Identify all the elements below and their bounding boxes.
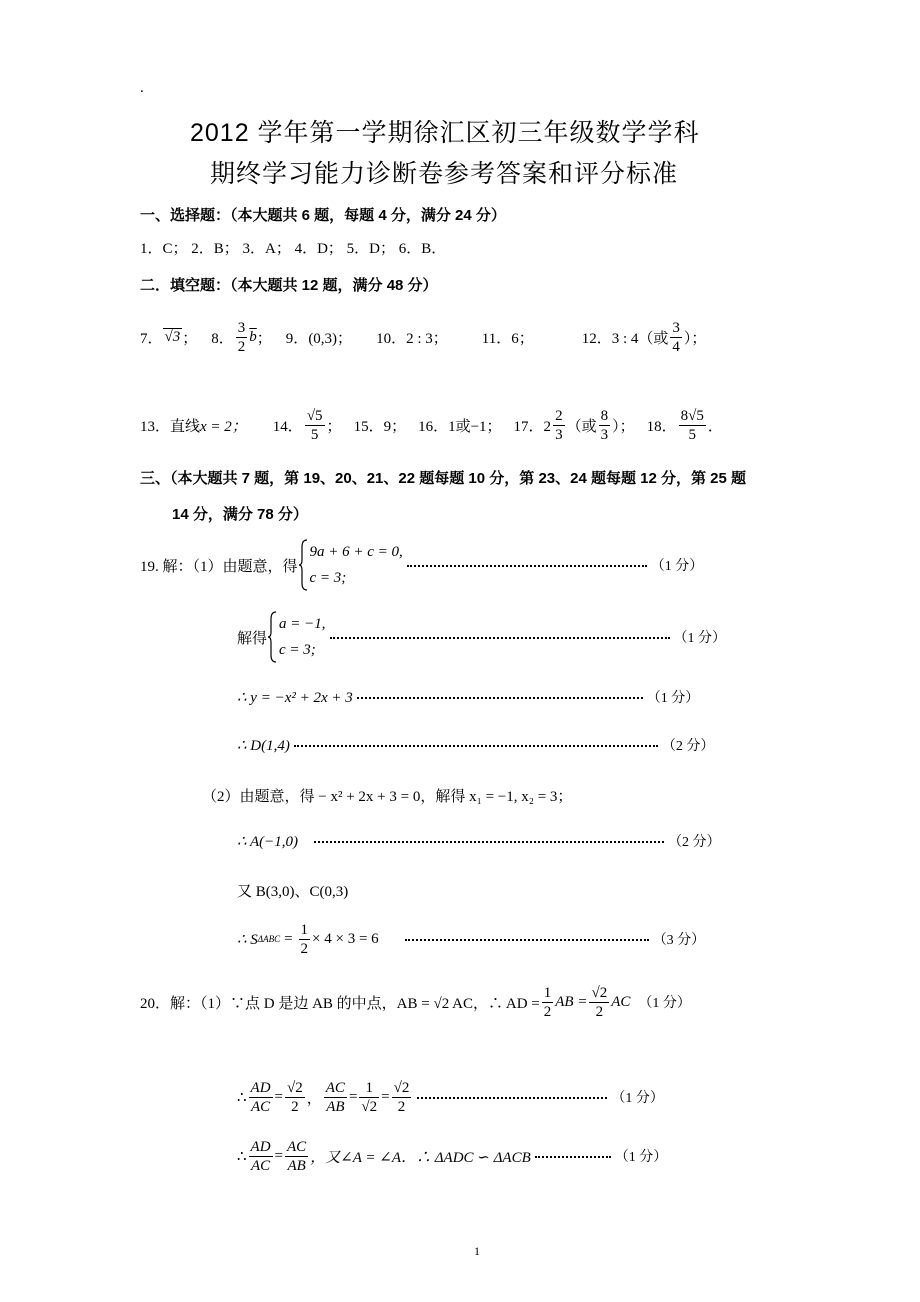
leader-dots xyxy=(330,636,670,639)
q17-or: （或 xyxy=(566,418,597,435)
q9-answer: (0,3)； xyxy=(308,330,353,347)
score-mark: （1 分） xyxy=(638,996,691,1011)
page-number: 1 xyxy=(474,1244,480,1258)
q19-eq2: c = 3; xyxy=(309,570,347,586)
dot-marker: . xyxy=(140,80,144,96)
score-mark: （1 分） xyxy=(646,691,700,706)
q18-answer-fraction: $\frac{8√5}{5}$ xyxy=(680,407,704,443)
score-mark: （3 分） xyxy=(652,933,706,948)
q19-A-row xyxy=(237,831,721,851)
q20-text: 20．解：（1）∵点 D 是边 AB 的中点，AB = √2 AC，∴ AD = xyxy=(140,995,540,1012)
q20-AB-eq: AB = xyxy=(555,993,588,1010)
q17-close: ）； xyxy=(612,418,635,435)
q19-system-row xyxy=(140,537,703,593)
q20-half-fraction: $\frac{1}{2}$ xyxy=(543,984,552,1020)
q12-label: 12． xyxy=(581,330,612,347)
section-1-header: 一、选择题：（本大题共 6 题，每题 4 分，满分 24 分） xyxy=(140,207,506,224)
equals-sign: = xyxy=(348,1088,358,1105)
q19-label: 19. 解：（1）由题意，得 xyxy=(140,558,298,575)
q19-solution-row xyxy=(237,609,726,665)
q19-jiede: 解得 xyxy=(237,630,268,647)
section-1-answers: 1．C； 2．B； 3．A； 4．D； 5．D； 6．B． xyxy=(140,241,447,257)
score-mark: （2 分） xyxy=(668,835,721,850)
score-mark: （1 分） xyxy=(611,1091,664,1106)
q10-label: 10． xyxy=(376,330,407,347)
score-mark: （1 分） xyxy=(614,1150,668,1165)
q13-answer: x = 2； xyxy=(200,418,247,435)
equals-sign: = xyxy=(381,1088,390,1105)
q7-answer: √3 xyxy=(164,329,181,345)
q19-area-value: × 4 × 3 = 6 xyxy=(312,930,379,947)
q15-answer: 15．9； xyxy=(353,418,407,435)
leader-dots xyxy=(357,696,643,699)
q20-row-2 xyxy=(237,1072,664,1122)
q19-half-fraction: $\frac{1}{2}$ xyxy=(300,921,309,957)
q20-similarity: ，又∠A = ∠A．∴ ΔADC ∽ ΔACB xyxy=(310,1149,531,1166)
q13-label: 13．直线 xyxy=(140,418,201,435)
section-3-header-line1: 三、（本大题共 7 题，第 19、20、21、22 题每题 10 分，第 23、24 题每题 12 分，第 25 题 xyxy=(140,470,747,487)
q19-area-subscript: ΔABC xyxy=(257,934,281,944)
q8-sep: ； xyxy=(256,330,272,347)
q19-solution-system xyxy=(267,611,326,663)
q9-label: 9． xyxy=(285,330,309,347)
q19-area-row xyxy=(237,915,705,963)
q20-root2-half-fraction: $\frac{√2}{2}$ xyxy=(591,984,608,1020)
score-mark: （1 分） xyxy=(673,631,727,646)
score-mark: （2 分） xyxy=(661,739,715,754)
q20-one-over-root2-fraction: $\frac{1}{√2}$ xyxy=(361,1079,378,1115)
leader-dots xyxy=(417,1096,607,1099)
brace-icon xyxy=(267,611,277,663)
q12-close: ）； xyxy=(683,330,707,347)
leader-dots xyxy=(405,938,649,941)
q17-label: 17．2 xyxy=(513,418,552,435)
q20-AC-AB-fraction: $\frac{AC}{AB}$ xyxy=(325,1079,345,1115)
q14-label: 14． xyxy=(272,418,303,435)
q8-label: 8． xyxy=(211,330,234,347)
page-title-line2: 期终学习能力诊断卷参考答案和评分标准 xyxy=(210,160,679,188)
q7-sep: ； xyxy=(182,330,198,347)
q12-alt-fraction: $\frac{3}{4}$ xyxy=(672,319,680,355)
q20-row-3 xyxy=(237,1131,667,1181)
q19-sol2: c = 3; xyxy=(279,642,316,658)
q20-AC: AC xyxy=(611,993,631,1010)
q19-function-row xyxy=(237,687,699,707)
q18-end: ． xyxy=(707,418,723,435)
q20-AC-AB-fraction: $\frac{AC}{AB}$ xyxy=(287,1138,307,1174)
q18-label: 18． xyxy=(646,418,677,435)
q14-sep: ； xyxy=(326,418,342,435)
q19-points-BC: 又 B(3,0)、C(0,3) xyxy=(237,884,349,900)
q19-part2: （2）由题意，得 − x² + 2x + 3 = 0，解得 x₁ = −1, x₂ = 3； xyxy=(202,789,573,805)
q20-AD-AC-fraction: $\frac{AD}{AC}$ xyxy=(250,1138,271,1174)
q19-area-S: ∴ S xyxy=(237,931,258,948)
q19-eq1: 9a + 6 + c = 0, xyxy=(309,544,403,560)
q10-answer: 2 : 3； xyxy=(406,330,448,347)
q14-answer-fraction: $\frac{√5}{5}$ xyxy=(306,407,323,443)
q16-answer: 16．1或−1； xyxy=(418,418,502,435)
q19-area-eq: = xyxy=(284,930,293,947)
q19-equation-system xyxy=(298,539,403,591)
therefore-symbol: ∴ xyxy=(237,1148,247,1165)
leader-dots xyxy=(294,744,658,747)
leader-dots xyxy=(535,1155,611,1158)
q19-vertex-row xyxy=(237,735,714,755)
q20-AD-AC-fraction: $\frac{AD}{AC}$ xyxy=(250,1079,271,1115)
therefore-symbol: ∴ xyxy=(237,1089,247,1106)
q19-vertex: ∴ D(1,4) xyxy=(237,737,290,754)
q7-label: 7． xyxy=(140,330,163,347)
q17-alt-fraction: $\frac{8}{3}$ xyxy=(600,407,609,443)
brace-icon xyxy=(298,539,308,591)
q20-root2-half-fraction: $\frac{√2}{2}$ xyxy=(287,1079,303,1115)
equals-sign: = xyxy=(274,1147,284,1164)
q11-label: 11． xyxy=(481,330,512,347)
section-3-header-line2: 14 分，满分 78 分） xyxy=(172,506,308,523)
q19-point-A: ∴ A(−1,0) xyxy=(237,833,299,850)
leader-dots xyxy=(314,840,664,843)
score-mark: （1 分） xyxy=(650,559,704,574)
q8-vector: $\overline{b}$ xyxy=(249,328,257,345)
section-2-header: 二．填空题：（本大题共 12 题，满分 48 分） xyxy=(140,277,438,294)
fill-row-2 xyxy=(140,392,723,458)
q20-row-1 xyxy=(140,978,691,1026)
q8-answer-fraction: $\frac{3}{2}$ xyxy=(237,319,246,355)
q20-root2-half-fraction: $\frac{√2}{2}$ xyxy=(393,1079,410,1115)
q19-function: ∴ y = −x² + 2x + 3 xyxy=(237,689,353,706)
q11-answer: 6； xyxy=(511,330,534,347)
q19-sol1: a = −1, xyxy=(279,616,326,632)
fill-row-1 xyxy=(140,302,706,372)
q17-mixed-fraction: $\frac{2}{3}$ xyxy=(555,407,563,443)
comma-sep: ， xyxy=(306,1090,322,1107)
q12-answer: 3 : 4（或 xyxy=(611,330,669,347)
leader-dots xyxy=(407,564,647,567)
equals-sign: = xyxy=(274,1088,284,1105)
page-title-line1: 2012 学年第一学期徐汇区初三年级数学学科 xyxy=(190,119,700,147)
